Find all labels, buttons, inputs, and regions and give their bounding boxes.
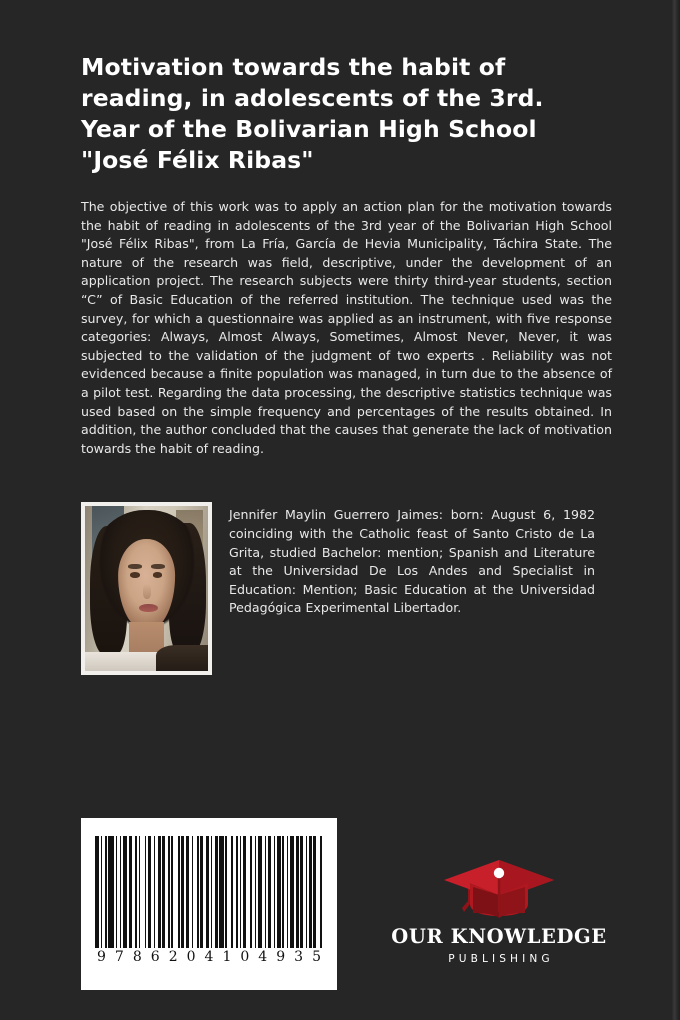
barcode-digit: 7 <box>114 949 124 965</box>
portrait-lips <box>139 604 157 612</box>
graduation-cap-icon <box>440 856 558 920</box>
portrait-brow-right <box>151 564 165 569</box>
barcode-digit: 9 <box>97 949 106 965</box>
publisher-name: OUR KNOWLEDGE <box>391 925 607 948</box>
cover-edge-highlight <box>668 0 680 1020</box>
publisher-logo <box>386 856 612 965</box>
book-abstract: The objective of this work was to apply an action plan for the motivation towards the habit of reading in adolescents of the 3rd year of the Bolivarian High School "José Félix Ribas", from La Fría, García de Hevia Municipality, Táchira State. The nature of the research was field, descriptive, under the development of an application project. The research subjects were thirty third-year students, section “C” of Basic Education of the referred institution. The technique used was the survey, for which a questionnaire was applied as an instrument, with five response categories: Always, Almost Always, Sometimes, Almost Never, Never, it was subjected to the validation of the judgment of two experts . Reliability was not evidenced because a finite population was managed, in turn due to the absence of a pilot test. Regarding the data processing, the descriptive statistics technique was used based on the simple frequency and percentages of the results obtained. In addition, the author concluded that the causes that generate the lack of motivation towards the habit of reading. <box>81 199 612 456</box>
barcode-digit: 0 <box>240 949 250 965</box>
cover-content <box>81 0 612 675</box>
author-biography: Jennifer Maylin Guerrero Jaimes: born: August 6, 1982 coinciding with the Catholic feast of Santo Cristo de La Grita, studied Bachelor: mention; Spanish and Literature at the Universidad De Los Andes and Specialist in Education: Mention; Basic Education at the Universidad Pedagógica Experimental Libertador. <box>229 507 595 616</box>
portrait-nose <box>143 584 152 599</box>
author-photo-frame <box>81 502 212 675</box>
barcode-digit: 0 <box>186 949 196 965</box>
author-section <box>81 502 612 675</box>
isbn-barcode <box>81 818 337 990</box>
barcode-digit: 6 <box>150 949 160 965</box>
barcode-digit: 4 <box>258 949 268 965</box>
barcode-digits <box>95 948 323 965</box>
barcode-digit: 9 <box>276 949 286 965</box>
author-photo <box>85 506 208 671</box>
portrait-shoulder-shadow <box>156 645 208 671</box>
portrait-eye-left <box>130 572 140 577</box>
publisher-tagline: PUBLISHING <box>448 953 554 965</box>
cover-footer <box>81 818 612 993</box>
barcode-bars <box>95 836 323 948</box>
portrait-brow-left <box>128 564 142 569</box>
barcode-bar <box>322 836 323 948</box>
portrait-eye-right <box>153 572 163 577</box>
barcode-digit: 5 <box>312 949 321 965</box>
barcode-digit: 3 <box>294 949 304 965</box>
book-title: Motivation towards the habit of reading, in adolescents of the 3rd. Year of the Bolivarian High School "José Félix Ribas" <box>81 53 544 174</box>
barcode-digit: 4 <box>204 949 214 965</box>
barcode-digit: 1 <box>222 949 232 965</box>
barcode-digit: 2 <box>168 949 178 965</box>
barcode-digit: 8 <box>132 949 142 965</box>
